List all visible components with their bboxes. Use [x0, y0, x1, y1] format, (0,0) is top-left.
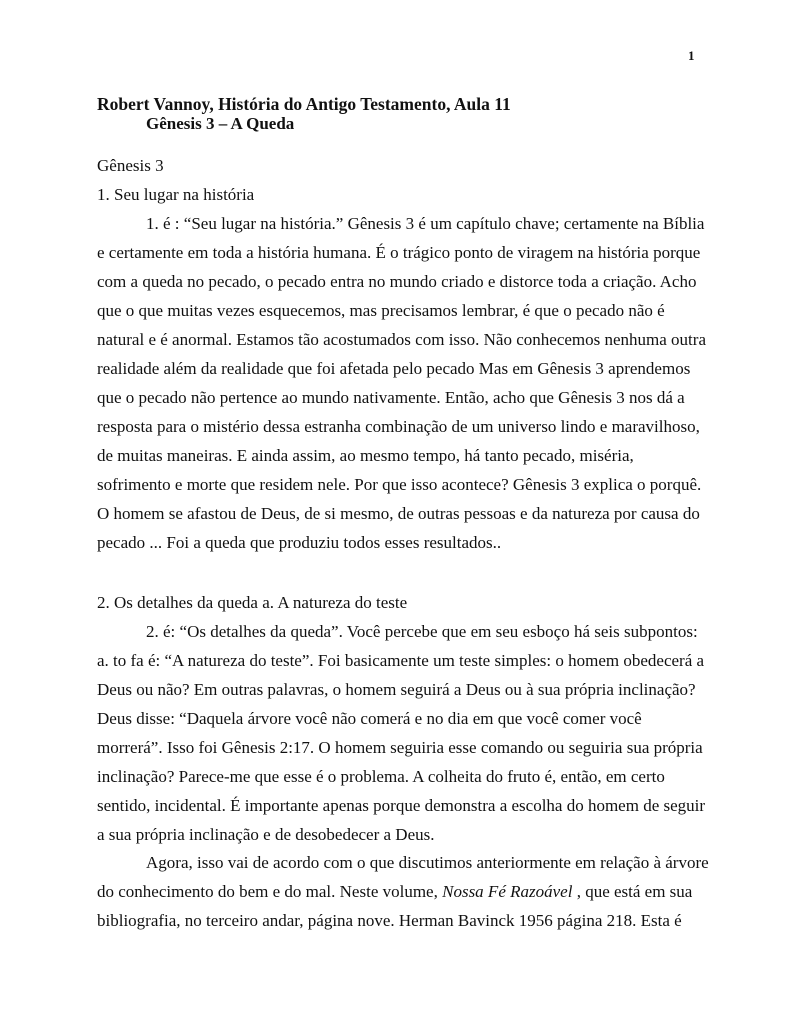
paragraph-line: Deus ou não? Em outras palavras, o homem seguirá a Deus ou à sua própria inclinação? — [97, 680, 696, 699]
paragraph-line: natural e é anormal. Estamos tão acostumados com isso. Não conhecemos nenhuma outra — [97, 330, 706, 349]
paragraph-line: realidade além da realidade que foi afetada pelo pecado Mas em Gênesis 3 aprendemos — [97, 359, 691, 378]
section1-heading: 1. Seu lugar na história — [97, 185, 255, 204]
paragraph-line: pecado ... Foi a queda que produziu todos esses resultados.. — [97, 533, 502, 552]
document-title: Robert Vannoy, História do Antigo Testamento, Aula 11 — [97, 94, 511, 114]
paragraph-line: O homem se afastou de Deus, de si mesmo, de outras pessoas e da natureza por causa do — [97, 504, 700, 523]
paragraph-line: sentido, incidental. É importante apenas porque demonstra a escolha do homem de seguir — [97, 796, 706, 815]
paragraph-line: sofrimento e morte que residem nele. Por que isso acontece? Gênesis 3 explica o porquê. — [97, 475, 702, 494]
paragraph-line: de muitas maneiras. E ainda assim, ao mesmo tempo, há tanto pecado, miséria, — [97, 446, 634, 465]
paragraph-line: inclinação? Parece-me que esse é o problema. A colheita do fruto é, então, em certo — [97, 767, 665, 786]
text-segment: do conhecimento do bem e do mal. Neste volume, — [97, 882, 443, 901]
paragraph-line: e certamente em toda a história humana. É o trágico ponto de viragem na história porque — [97, 243, 701, 262]
section2-heading: 2. Os detalhes da queda a. A natureza do teste — [97, 593, 408, 612]
paragraph-line: Deus disse: “Daquela árvore você não comerá e no dia em que você comer você — [97, 709, 642, 728]
paragraph-line: resposta para o mistério dessa estranha combinação de um universo lindo e maravilhoso, — [97, 417, 700, 436]
paragraph-line: morrerá”. Isso foi Gênesis 2:17. O homem seguiria esse comando ou seguiria sua própria — [97, 738, 703, 757]
paragraph-line: Agora, isso vai de acordo com o que discutimos anteriormente em relação à árvore — [146, 853, 709, 872]
chapter-label: Gênesis 3 — [97, 156, 164, 175]
paragraph-line: a sua própria inclinação e de desobedecer a Deus. — [97, 825, 435, 844]
document-subtitle: Gênesis 3 – A Queda — [146, 114, 295, 133]
page-number: 1 — [688, 48, 695, 63]
paragraph-line: 1. é : “Seu lugar na história.” Gênesis 3 é um capítulo chave; certamente na Bíblia — [146, 214, 705, 233]
paragraph-line: 2. é: “Os detalhes da queda”. Você percebe que em seu esboço há seis subpontos: — [146, 622, 698, 641]
paragraph-line: que o que muitas vezes esquecemos, mas precisamos lembrar, é que o pecado não é — [97, 301, 665, 320]
paragraph-line: que o pecado não pertence ao mundo nativamente. Então, acho que Gênesis 3 nos dá a — [97, 388, 685, 407]
paragraph-line: bibliografia, no terceiro andar, página nove. Herman Bavinck 1956 página 218. Esta é — [97, 911, 682, 930]
text-segment: , que está em sua — [572, 882, 693, 901]
paragraph-line: com a queda no pecado, o pecado entra no mundo criado e distorce toda a criação. Acho — [97, 272, 697, 291]
paragraph-line — [97, 882, 692, 902]
paragraph-line: a. to fa é: “A natureza do teste”. Foi basicamente um teste simples: o homem obedecerá a — [97, 651, 705, 670]
book-title: Nossa Fé Razoável — [442, 882, 573, 901]
